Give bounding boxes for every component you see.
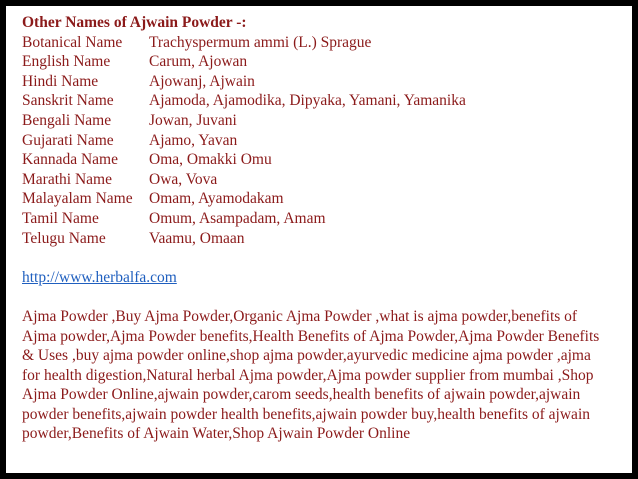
table-row <box>22 111 466 131</box>
table-row <box>22 52 466 72</box>
table-row <box>22 229 466 249</box>
table-row <box>22 131 466 151</box>
name-value: Owa, Vova <box>149 170 218 188</box>
name-label: Telugu Name <box>22 229 106 247</box>
slide-content <box>22 13 622 444</box>
name-value: Jowan, Juvani <box>149 111 237 129</box>
table-row <box>22 150 466 170</box>
table-row <box>22 189 466 209</box>
name-label: Sanskrit Name <box>22 92 114 110</box>
keywords-paragraph: Ajma Powder ,Buy Ajma Powder,Organic Ajma Powder ,what is ajma powder,benefits of Ajma powder,Ajma Powder benefits,Health Benefits of Ajma Powder,Ajma Powder Benefits & Uses ,buy ajma powder online,shop ajma powder,ayurvedic medicine ajma powder ,ajma for health digestion,Natural herbal Ajma powder,Ajma powder supplier from mumbai ,Shop Ajma Powder Online,ajwain powder,carom seeds,health benefits of ajwain powder,ajwain powder benefits,ajwain powder health benefits,ajwain powder buy,health benefits of ajwain powder,Benefits of Ajwain Water,Shop Ajwain Powder Online <box>22 307 600 443</box>
name-value: Oma, Omakki Omu <box>149 151 272 169</box>
blank-line <box>22 248 622 268</box>
name-value: Carum, Ajowan <box>149 53 248 71</box>
table-row <box>22 91 466 111</box>
name-value: Omam, Ayamodakam <box>149 190 284 208</box>
name-label: Hindi Name <box>22 72 99 90</box>
name-label: Botanical Name <box>22 33 123 51</box>
name-label: Malayalam Name <box>22 190 133 208</box>
name-label: Marathi Name <box>22 170 112 188</box>
blank-line <box>22 287 622 307</box>
name-label: Kannada Name <box>22 151 118 169</box>
table-row <box>22 72 466 92</box>
table-row <box>22 170 466 190</box>
table-row <box>22 33 466 53</box>
name-value: Trachyspermum ammi (L.) Sprague <box>149 33 372 51</box>
name-label: Tamil Name <box>22 209 99 227</box>
name-label: Bengali Name <box>22 111 112 129</box>
other-names-table <box>22 33 466 249</box>
name-label: English Name <box>22 53 111 71</box>
website-link[interactable]: http://www.herbalfa.com <box>22 268 177 286</box>
name-value: Ajowanj, Ajwain <box>149 72 255 90</box>
table-row <box>22 209 466 229</box>
section-heading: Other Names of Ajwain Powder -: <box>22 14 247 31</box>
name-label: Gujarati Name <box>22 131 114 149</box>
name-value: Vaamu, Omaan <box>149 229 245 247</box>
name-value: Omum, Asampadam, Amam <box>149 209 326 227</box>
name-value: Ajamoda, Ajamodika, Dipyaka, Yamani, Yamanika <box>149 92 466 110</box>
name-value: Ajamo, Yavan <box>149 131 238 149</box>
slide <box>6 6 632 473</box>
